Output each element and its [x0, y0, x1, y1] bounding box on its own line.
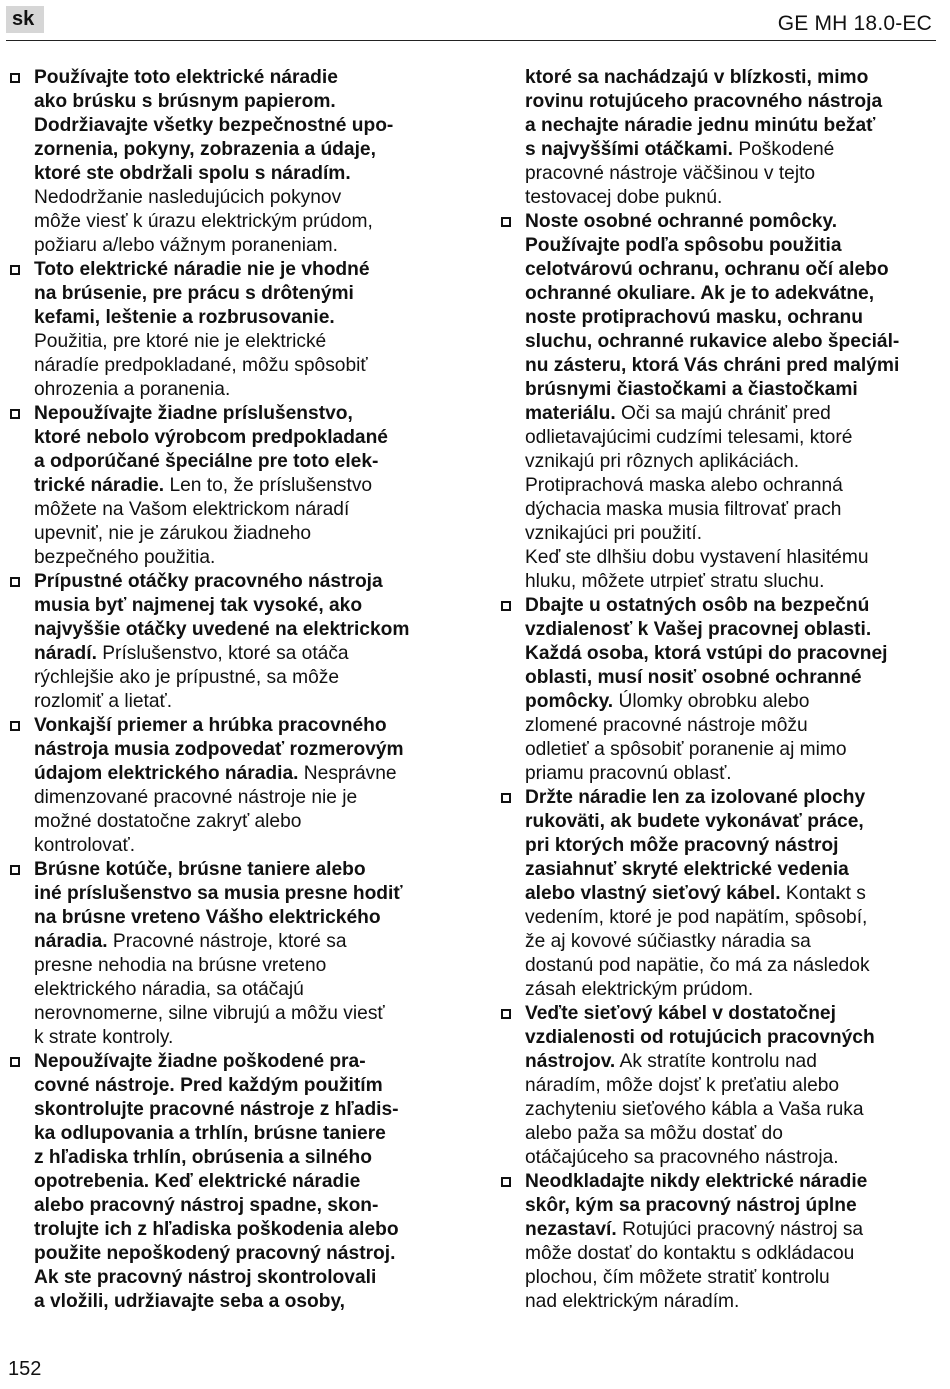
bold-line: nu zásteru, ktorá Vás chráni pred malými	[525, 355, 900, 376]
text-line: bezpečného použitia.	[34, 547, 216, 568]
text-line: zachyteniu sieťového kábla a Vaša ruka	[525, 1099, 864, 1120]
text-line: upevniť, nie je zárukou žiadneho	[34, 523, 312, 544]
text-line: rozlomiť a lietať.	[34, 691, 173, 712]
safety-item	[499, 210, 935, 594]
bold-run: nástrojov.	[525, 1051, 616, 1072]
text-line: požiaru a/lebo vážnym poraneniam.	[34, 235, 338, 256]
bold-line: Brúsne kotúče, brúsne taniere alebo	[34, 859, 366, 880]
bold-line: Nepoužívajte žiadne poškodené pra-	[34, 1051, 366, 1072]
mixed-line	[525, 882, 935, 906]
text-line: rýchlejšie ako je prípustné, sa môže	[34, 667, 340, 688]
left-column	[8, 66, 450, 1314]
bold-line: Používajte toto elektrické náradie	[34, 67, 338, 88]
bold-line: Držte náradie len za izolované plochy	[525, 787, 866, 808]
bold-line: opotrebenia. Keď elektrické náradie	[34, 1171, 361, 1192]
text-line: Protiprachová maska alebo ochranná	[525, 475, 843, 496]
mixed-line	[525, 690, 935, 714]
bold-run: trické náradie.	[34, 475, 165, 496]
text-line: Keď ste dlhšiu dobu vystavení hlasitému	[525, 547, 869, 568]
normal-run: Pracovné nástroje, ktoré sa	[107, 931, 347, 952]
text-line: zlomené pracovné nástroje môžu	[525, 715, 808, 736]
text-line: môže dostať do kontaktu s odkládacou	[525, 1243, 855, 1264]
bold-line: rukoväti, ak budete vykonávať práce,	[525, 811, 864, 832]
bold-line: oblasti, musí nosiť osobné ochranné	[525, 667, 862, 688]
bold-line: ako brúsku s brúsnym papierom.	[34, 91, 336, 112]
bold-line: iné príslušenstvo sa musia presne hodiť	[34, 883, 403, 904]
bold-line: ktoré nebolo výrobcom predpokladané	[34, 427, 388, 448]
safety-item	[8, 570, 450, 714]
safety-item	[8, 402, 450, 570]
bold-run: materiálu.	[525, 403, 616, 424]
bold-run: nezastaví.	[525, 1219, 617, 1240]
mixed-line	[525, 402, 935, 426]
bold-line: brúsnymi čiastočkami a čiastočkami	[525, 379, 858, 400]
safety-item	[499, 594, 935, 786]
text-line: náradím, môže dojsť k preťatiu alebo	[525, 1075, 840, 1096]
safety-item	[8, 858, 450, 1050]
normal-run: Nesprávne	[298, 763, 397, 784]
text-line: priamu pracovnú oblasť.	[525, 763, 732, 784]
text-line: môžete na Vašom elektrickom náradí	[34, 499, 350, 520]
text-line: môže viesť k úrazu elektrickým prúdom,	[34, 211, 373, 232]
bold-line: na brúsne vreteno Vášho elektrického	[34, 907, 381, 928]
text-line: hluku, môžete utrpieť stratu sluchu.	[525, 571, 825, 592]
bold-line: Prípustné otáčky pracovného nástroja	[34, 571, 383, 592]
text-line: Použitia, pre ktoré nie je elektrické	[34, 331, 327, 352]
bold-line: a odporúčané špeciálne pre toto elek-	[34, 451, 379, 472]
bold-line: ktoré ste obdržali spolu s náradím.	[34, 163, 351, 184]
bold-line: Každá osoba, ktorá vstúpi do pracovnej	[525, 643, 888, 664]
text-line: odletieť a spôsobiť poranenie aj mimo	[525, 739, 847, 760]
bold-line: a vložili, udržiavajte seba a osoby,	[34, 1291, 346, 1312]
bold-line: z hľadiska trhlín, obrúsenia a silného	[34, 1147, 372, 1168]
safety-item	[8, 66, 450, 258]
safety-item	[8, 258, 450, 402]
text-line: dostanú pod napätie, čo má za následok	[525, 955, 870, 976]
right-column	[499, 66, 935, 1314]
text-line: odlietavajúcimi cudzími telesami, ktoré	[525, 427, 853, 448]
text-line: nerovnomerne, silne vibrujú a môžu viesť	[34, 1003, 385, 1024]
header-divider	[6, 40, 936, 41]
text-line: testovacej dobe puknú.	[525, 187, 723, 208]
safety-item	[499, 786, 935, 1002]
bold-line: použite nepoškodený pracovný nástroj.	[34, 1243, 396, 1264]
bold-run: alebo vlastný sieťový kábel.	[525, 883, 781, 904]
bold-line: vzdialenosť k Vašej pracovnej oblasti.	[525, 619, 872, 640]
bold-line: na brúsenie, pre prácu s drôtenými	[34, 283, 354, 304]
bold-line: Dbajte u ostatných osôb na bezpečnú	[525, 595, 870, 616]
normal-run: Len to, že príslušenstvo	[164, 475, 373, 496]
bold-line: Veďte sieťový kábel v dostatočnej	[525, 1003, 836, 1024]
bold-line: ka odlupovania a trhlín, brúsne taniere	[34, 1123, 386, 1144]
bold-line: Nepoužívajte žiadne príslušenstvo,	[34, 403, 353, 424]
bold-line: musia byť najmenej tak vysoké, ako	[34, 595, 363, 616]
mixed-line	[34, 762, 450, 786]
text-line: elektrického náradia, sa otáčajú	[34, 979, 304, 1000]
text-line: dimenzované pracovné nástroje nie je	[34, 787, 358, 808]
bold-run: údajom elektrického náradia.	[34, 763, 299, 784]
bold-line: zornenia, pokyny, zobrazenia a údaje,	[34, 139, 376, 160]
text-line: otáčajúceho sa pracovného nástroja.	[525, 1147, 839, 1168]
safety-item-continued	[499, 66, 935, 210]
bold-line: Vonkajší priemer a hrúbka pracovného	[34, 715, 387, 736]
bold-line: vzdialenosti od rotujúcich pracovných	[525, 1027, 875, 1048]
normal-run: Ak stratíte kontrolu nad	[615, 1051, 817, 1072]
model-name: GE MH 18.0-EC	[777, 12, 932, 35]
bold-line: celotvárovú ochranu, ochranu očí alebo	[525, 259, 889, 280]
bold-line: Ak ste pracovný nástroj skontrolovali	[34, 1267, 377, 1288]
bold-line: pri ktorých môže pracovný nástroj	[525, 835, 839, 856]
normal-run: Úlomky obrobku alebo	[613, 691, 810, 712]
text-line: zásah elektrickým prúdom.	[525, 979, 754, 1000]
text-line: nad elektrickým náradím.	[525, 1291, 740, 1312]
bold-line: alebo pracovný nástroj spadne, skon-	[34, 1195, 379, 1216]
bold-line: ktoré sa nachádzajú v blízkosti, mimo	[525, 67, 869, 88]
safety-item	[8, 1050, 450, 1314]
text-line: presne nehodia na brúsne vreteno	[34, 955, 327, 976]
bold-line: zasiahnuť skryté elektrické vedenia	[525, 859, 849, 880]
text-line: náradíe predpokladané, môžu spôsobiť	[34, 355, 368, 376]
normal-run: Rotujúci pracovný nástroj sa	[616, 1219, 864, 1240]
bold-line: Dodržiavajte všetky bezpečnostné upo-	[34, 115, 394, 136]
bold-line: a nechajte náradie jednu minútu bežať	[525, 115, 876, 136]
bold-line: Toto elektrické náradie nie je vhodné	[34, 259, 370, 280]
bold-line: kefami, leštenie a rozbrusovanie.	[34, 307, 335, 328]
bold-line: Používajte podľa spôsobu použitia	[525, 235, 842, 256]
mixed-line	[34, 642, 450, 666]
mixed-line	[34, 930, 450, 954]
language-tab: sk	[6, 6, 44, 33]
text-line: vznikajúci pri použití.	[525, 523, 703, 544]
mixed-line	[525, 1050, 935, 1074]
bold-line: rovinu rotujúceho pracovného nástroja	[525, 91, 883, 112]
bold-run: náradí.	[34, 643, 97, 664]
text-line: ohrozenia a poranenia.	[34, 379, 231, 400]
bold-line: noste protiprachovú masku, ochranu	[525, 307, 863, 328]
text-line: alebo paža sa môžu dostať do	[525, 1123, 783, 1144]
bold-line: covné nástroje. Pred každým použitím	[34, 1075, 383, 1096]
bold-line: najvyššie otáčky uvedené na elektrickom	[34, 619, 410, 640]
text-line: k strate kontroly.	[34, 1027, 174, 1048]
bold-line: Noste osobné ochranné pomôcky.	[525, 211, 838, 232]
text-line: vedením, ktoré je pod napätím, spôsobí,	[525, 907, 868, 928]
text-line: vznikajú pri rôznych aplikáciách.	[525, 451, 800, 472]
safety-item	[8, 714, 450, 858]
safety-item	[499, 1002, 935, 1170]
normal-run: Poškodené	[732, 139, 835, 160]
text-line: možné dostatočne zakryť alebo	[34, 811, 302, 832]
mixed-line	[34, 474, 450, 498]
text-line: plochou, čím môžete stratiť kontrolu	[525, 1267, 830, 1288]
mixed-line	[525, 138, 935, 162]
bold-line: ochranné okuliare. Ak je to adekvátne,	[525, 283, 875, 304]
normal-run: Oči sa majú chrániť pred	[615, 403, 831, 424]
text-line: Nedodržanie nasledujúcich pokynov	[34, 187, 342, 208]
normal-run: Kontakt s	[780, 883, 866, 904]
bold-line: skôr, kým sa pracovný nástroj úplne	[525, 1195, 857, 1216]
mixed-line	[525, 1218, 935, 1242]
text-line: kontrolovať.	[34, 835, 136, 856]
bold-run: pomôcky.	[525, 691, 614, 712]
text-line: pracovné nástroje väčšinou v tejto	[525, 163, 816, 184]
text-line: že aj kovové súčiastky náradia sa	[525, 931, 811, 952]
normal-run: Príslušenstvo, ktoré sa otáča	[96, 643, 349, 664]
bold-line: skontrolujte pracovné nástroje z hľadis-	[34, 1099, 399, 1120]
bold-run: s najvyššími otáčkami.	[525, 139, 733, 160]
bold-run: náradia.	[34, 931, 108, 952]
text-line: dýchacia maska musia filtrovať prach	[525, 499, 842, 520]
bold-line: nástroja musia zodpovedať rozmerovým	[34, 739, 404, 760]
safety-item	[499, 1170, 935, 1314]
page-number: 152	[8, 1358, 42, 1380]
bold-line: Neodkladajte nikdy elektrické náradie	[525, 1171, 868, 1192]
bold-line: trolujte ich z hľadiska poškodenia alebo	[34, 1219, 399, 1240]
bold-line: sluchu, ochranné rukavice alebo špeciál-	[525, 331, 900, 352]
